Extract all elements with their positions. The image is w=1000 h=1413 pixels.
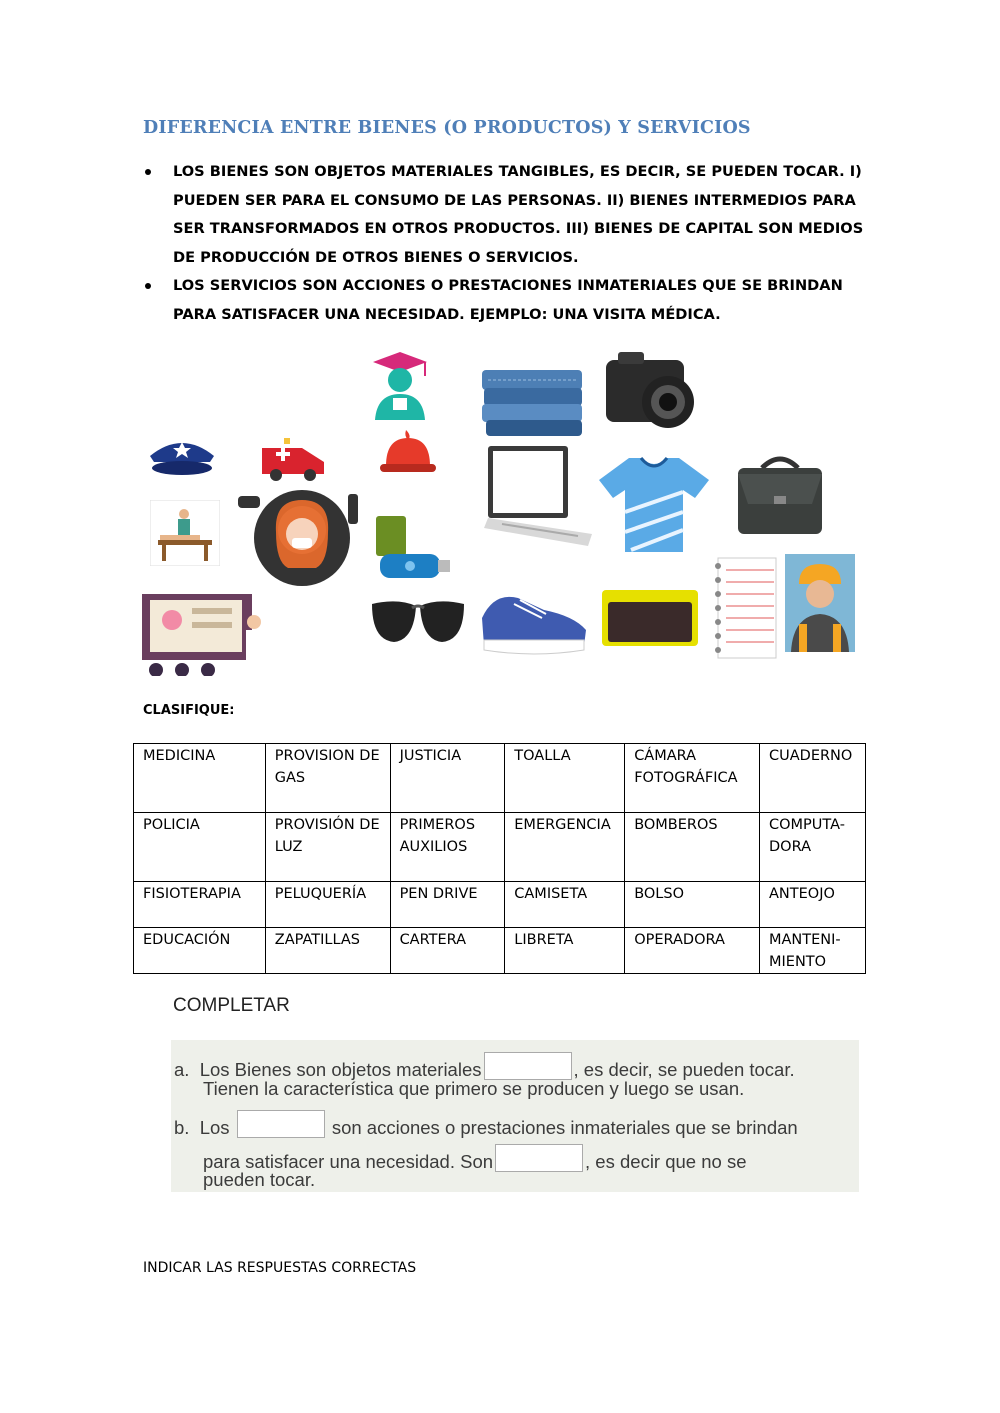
- item-a-line1: a. Los Bienes son objetos materiales , es decir, se pueden tocar.: [174, 1052, 795, 1081]
- table-row: [134, 882, 866, 928]
- table-cell[interactable]: CARTERA: [390, 928, 505, 974]
- definitions-list: [143, 158, 873, 329]
- item-a-line2: Tienen la característica que primero se producen y luego se usan.: [203, 1078, 745, 1099]
- firefighter-helmet-icon: [378, 428, 438, 482]
- table-cell[interactable]: CAMISETA: [505, 882, 625, 928]
- table-cell[interactable]: EMERGENCIA: [505, 813, 625, 882]
- table-cell[interactable]: EDUCACIÓN: [134, 928, 266, 974]
- sunglasses-icon: [368, 594, 468, 660]
- answer-blank-a[interactable]: [484, 1052, 572, 1080]
- hairdresser-icon: [236, 486, 366, 590]
- item-b-line1: b. Los son acciones o prestaciones inmateriales que se brindan: [174, 1110, 798, 1139]
- table-cell[interactable]: PRIMEROS AUXILIOS: [390, 813, 505, 882]
- fill-in-exercise: [171, 1040, 859, 1192]
- indicar-label: INDICAR LAS RESPUESTAS CORRECTAS: [143, 1260, 417, 1276]
- table-row: [134, 813, 866, 882]
- item-b-line3: pueden tocar.: [203, 1169, 316, 1190]
- wallet-icon: [600, 586, 700, 650]
- physiotherapy-icon: [150, 500, 220, 566]
- table-row: [134, 744, 866, 813]
- table-cell[interactable]: PROVISIÓN DE LUZ: [265, 813, 390, 882]
- graduate-icon: [365, 350, 435, 422]
- bullet-icon: [145, 283, 151, 289]
- sneakers-icon: [474, 578, 592, 662]
- bullet-icon: [145, 169, 151, 175]
- table-cell[interactable]: PROVISION DE GAS: [265, 744, 390, 813]
- table-cell[interactable]: CÁMARA FOTOGRÁFICA: [625, 744, 760, 813]
- completar-label: COMPLETAR: [173, 995, 290, 1016]
- notebook-icon: [712, 556, 778, 660]
- worker-icon: [785, 554, 855, 652]
- table-cell[interactable]: POLICIA: [134, 813, 266, 882]
- list-item: LOS BIENES SON OBJETOS MATERIALES TANGIBLES, ES DECIR, SE PUEDEN TOCAR. I) PUEDEN SER PARA EL CONSUMO DE LAS PERSONAS. II) BIENES INTERMEDIOS PARA SER TRANSFORMADOS EN OTROS PRODUCTOS. III) BIENES DE CAPITAL SON MEDIOS DE PRODUCCIÓN DE OTROS BIENES O SERVICIOS.: [143, 158, 873, 272]
- laptop-icon: [482, 442, 598, 550]
- table-row: [134, 928, 866, 974]
- answer-blank-b1[interactable]: [237, 1110, 325, 1138]
- pendrive-icon: [370, 512, 452, 584]
- table-cell[interactable]: JUSTICIA: [390, 744, 505, 813]
- table-cell[interactable]: LIBRETA: [505, 928, 625, 974]
- tshirt-icon: [595, 452, 713, 556]
- table-cell[interactable]: BOMBEROS: [625, 813, 760, 882]
- table-cell[interactable]: OPERADORA: [625, 928, 760, 974]
- classification-table: [133, 743, 866, 974]
- table-cell[interactable]: BOLSO: [625, 882, 760, 928]
- table-cell[interactable]: PEN DRIVE: [390, 882, 505, 928]
- table-cell[interactable]: TOALLA: [505, 744, 625, 813]
- table-cell[interactable]: CUADERNO: [760, 744, 866, 813]
- table-cell[interactable]: ZAPATILLAS: [265, 928, 390, 974]
- police-hat-icon: [146, 434, 218, 478]
- ambulance-icon: [258, 432, 328, 482]
- answer-blank-b2[interactable]: [495, 1144, 583, 1172]
- table-cell[interactable]: FISIOTERAPIA: [134, 882, 266, 928]
- list-item: LOS SERVICIOS SON ACCIONES O PRESTACIONES INMATERIALES QUE SE BRINDAN PARA SATISFACER UNA NECESIDAD. EJEMPLO: UNA VISITA MÉDICA.: [143, 272, 873, 329]
- teacher-presentation-icon: [142, 594, 268, 676]
- jeans-icon: [478, 356, 588, 442]
- table-cell[interactable]: COMPUTA-DORA: [760, 813, 866, 882]
- table-cell[interactable]: MEDICINA: [134, 744, 266, 813]
- table-cell[interactable]: MANTENI-MIENTO: [760, 928, 866, 974]
- table-cell[interactable]: ANTEOJO: [760, 882, 866, 928]
- clasifique-label: CLASIFIQUE:: [143, 703, 235, 718]
- bag-icon: [732, 450, 828, 540]
- camera-icon: [602, 346, 702, 432]
- item-b-line2: para satisfacer una necesidad. Son , es decir que no se: [203, 1144, 747, 1173]
- goods-services-collage: [140, 342, 860, 678]
- table-cell[interactable]: PELUQUERÍA: [265, 882, 390, 928]
- page-title: DIFERENCIA ENTRE BIENES (O PRODUCTOS) Y SERVICIOS: [143, 118, 751, 138]
